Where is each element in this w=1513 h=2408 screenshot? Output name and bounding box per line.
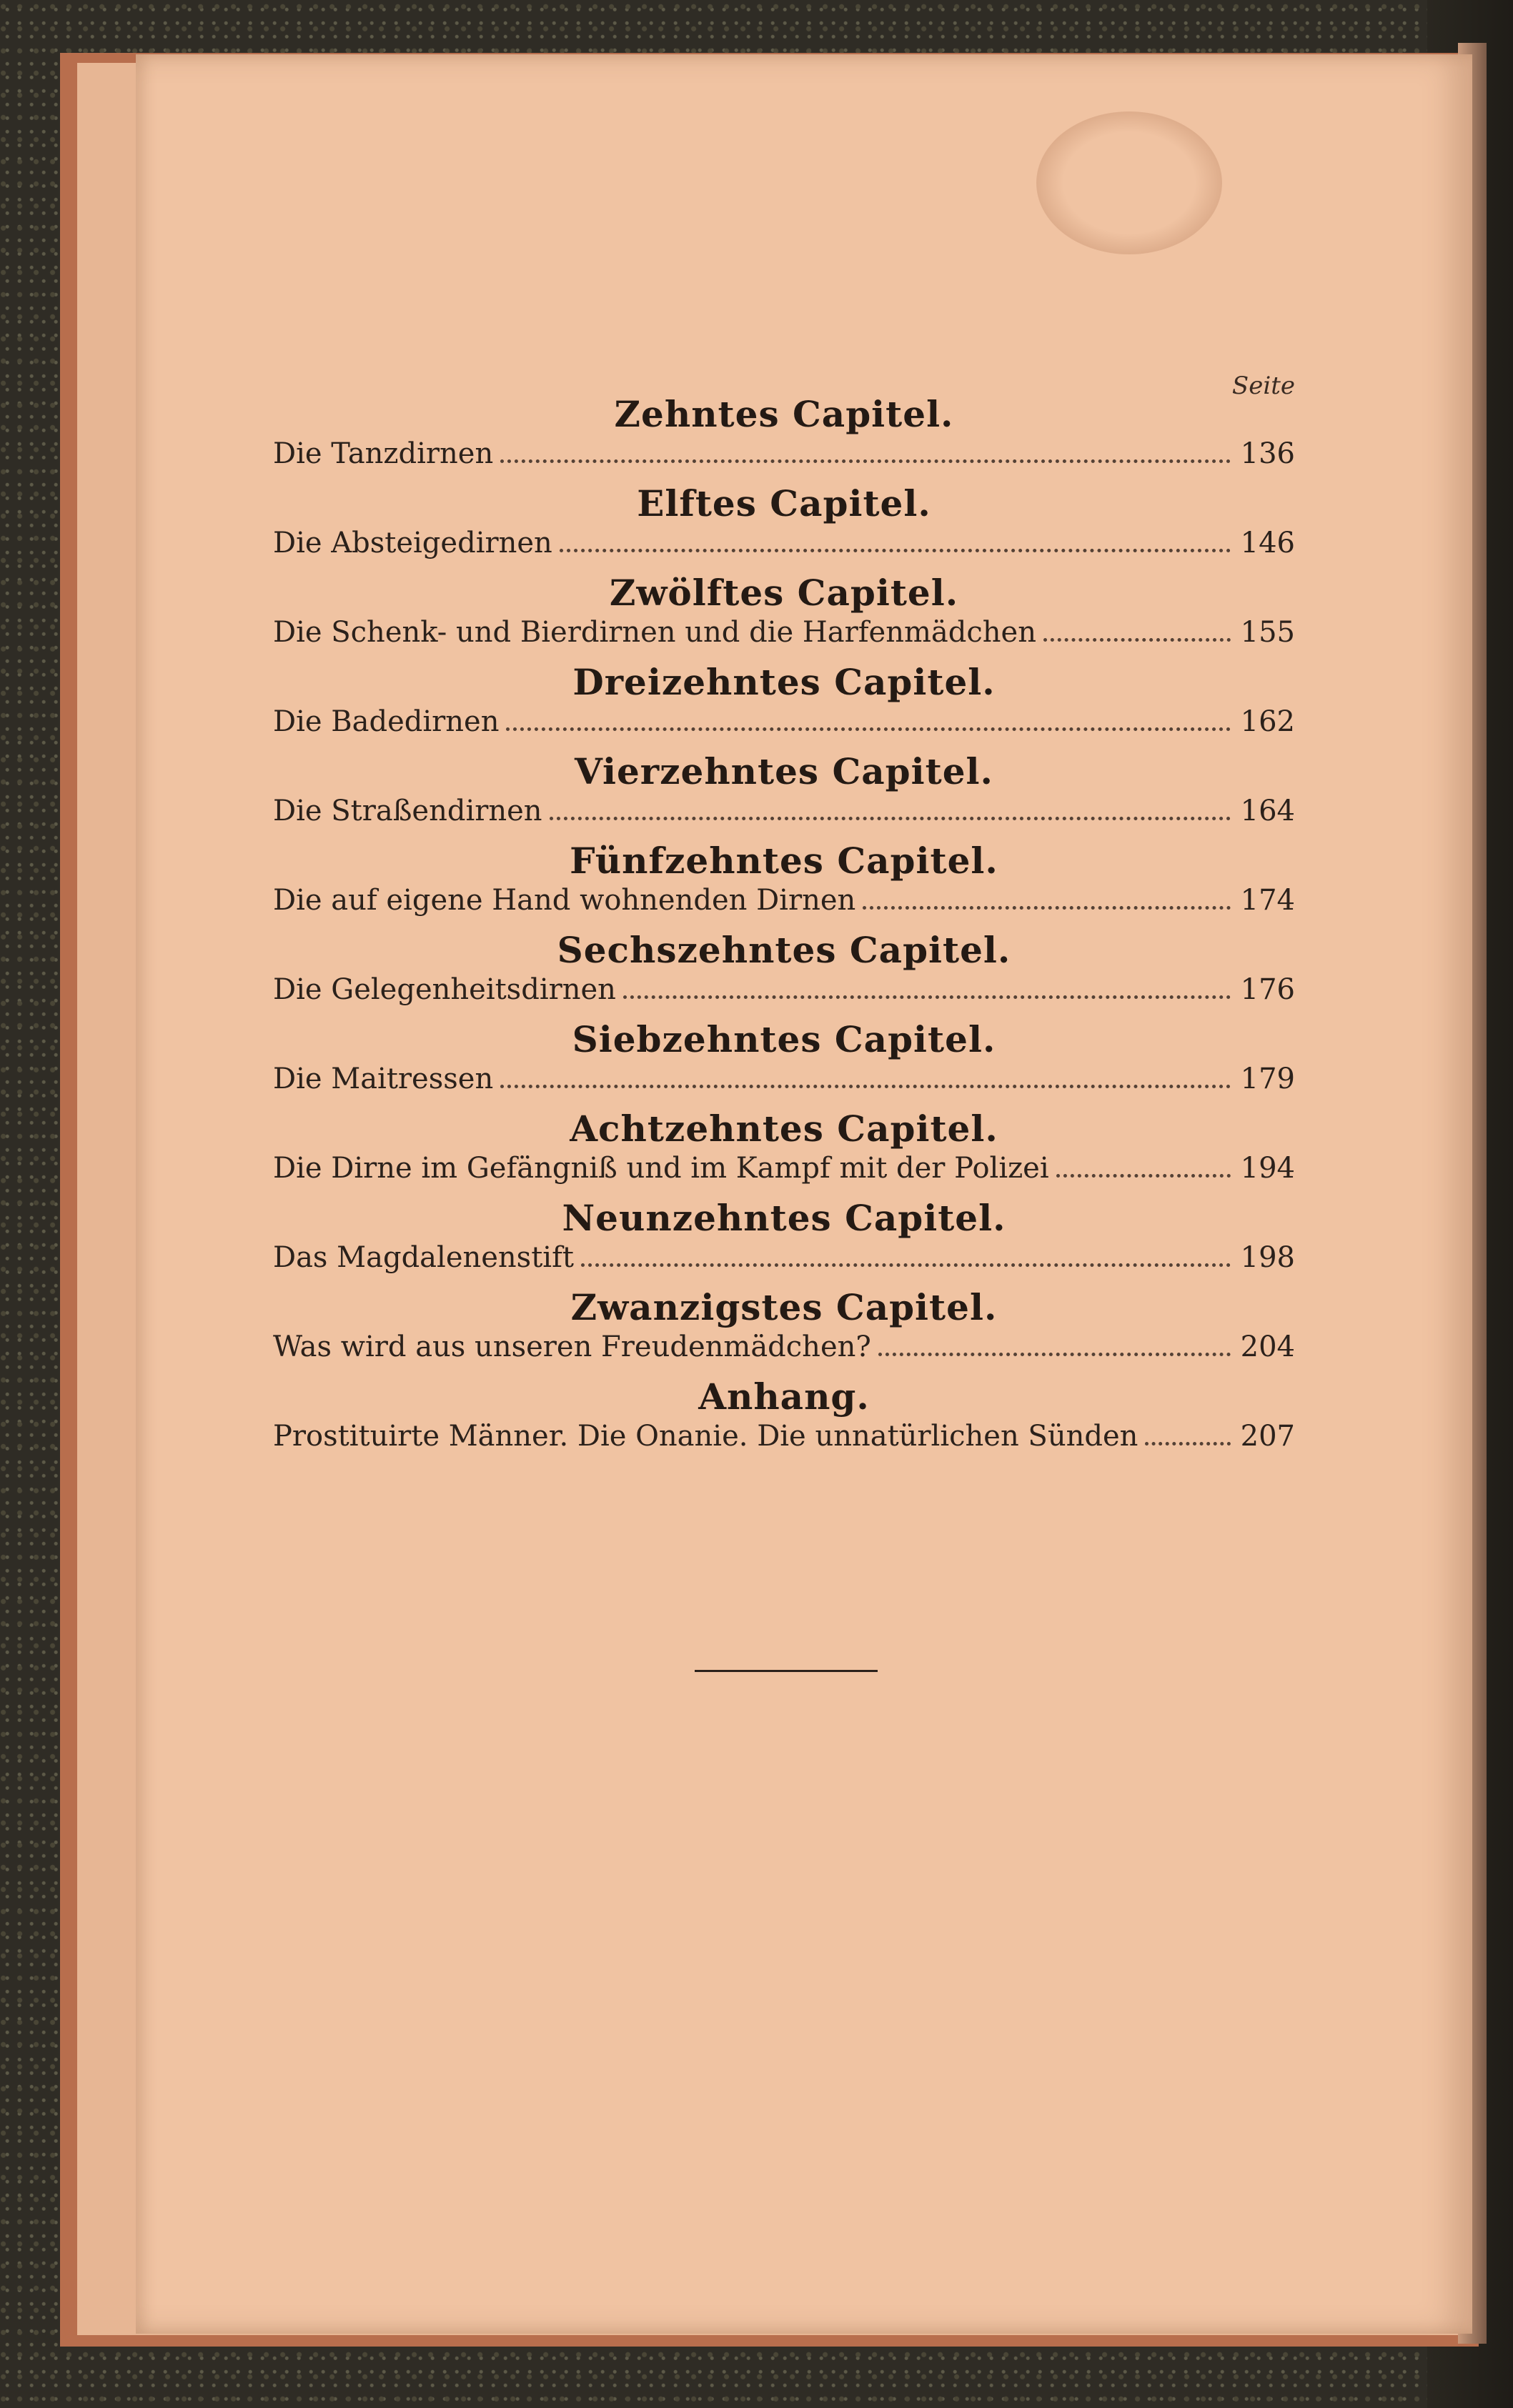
page-number: 174 — [1240, 884, 1295, 917]
chapter-heading: Elftes Capitel. — [637, 482, 931, 524]
chapter-heading: Anhang. — [698, 1375, 870, 1418]
toc-entry[interactable] — [273, 1330, 1295, 1366]
dot-leader — [623, 995, 1231, 999]
dot-leader — [550, 817, 1231, 820]
dot-leader — [1043, 638, 1231, 642]
dot-leader — [1056, 1174, 1231, 1178]
dot-leader — [581, 1263, 1231, 1267]
toc-chapter — [273, 393, 1295, 482]
entry-title: Das Magdalenenstift — [273, 1241, 574, 1274]
chapter-heading: Zehntes Capitel. — [614, 393, 954, 435]
page-number: 155 — [1240, 616, 1295, 649]
chapter-heading: Zwölftes Capitel. — [609, 572, 959, 614]
toc-entry[interactable] — [273, 973, 1295, 1009]
toc-chapter — [273, 1375, 1295, 1465]
dot-leader — [506, 727, 1230, 731]
entry-title: Prostituirte Männer. Die Onanie. Die unnatürlichen Sünden — [273, 1420, 1139, 1453]
page-column-label: Seite — [1231, 372, 1295, 400]
chapter-heading: Vierzehntes Capitel. — [575, 750, 993, 792]
entry-title: Die Dirne im Gefängniß und im Kampf mit der Polizei — [273, 1152, 1049, 1185]
toc-chapter — [273, 750, 1295, 840]
page-number: 204 — [1240, 1330, 1295, 1363]
entry-title: Die Straßendirnen — [273, 795, 542, 827]
page-number: 164 — [1240, 795, 1295, 827]
toc-chapter — [273, 572, 1295, 661]
dot-leader — [500, 1085, 1230, 1088]
dot-leader — [863, 906, 1230, 910]
chapter-heading: Fünfzehntes Capitel. — [570, 840, 998, 882]
chapter-heading: Siebzehntes Capitel. — [572, 1018, 996, 1060]
page-number: 198 — [1240, 1241, 1295, 1274]
entry-title: Die Gelegenheitsdirnen — [273, 973, 616, 1006]
toc-entry[interactable] — [273, 795, 1295, 830]
chapter-heading: Achtzehntes Capitel. — [570, 1108, 998, 1150]
dot-leader — [1145, 1442, 1230, 1446]
page-number: 146 — [1240, 527, 1295, 559]
entry-title: Die Tanzdirnen — [273, 437, 494, 470]
page-number: 207 — [1240, 1420, 1295, 1453]
entry-title: Die Badedirnen — [273, 705, 500, 738]
toc-chapter — [273, 1108, 1295, 1197]
dot-leader — [500, 459, 1230, 463]
chapter-heading: Dreizehntes Capitel. — [572, 661, 996, 703]
toc-chapter — [273, 840, 1295, 929]
toc-entry[interactable] — [273, 1420, 1295, 1456]
toc-entry[interactable] — [273, 705, 1295, 741]
page-number: 176 — [1240, 973, 1295, 1006]
toc-chapter — [273, 661, 1295, 750]
toc-chapter — [273, 482, 1295, 572]
toc-chapter — [273, 1286, 1295, 1375]
entry-title: Die Schenk- und Bierdirnen und die Harfenmädchen — [273, 616, 1036, 649]
toc-entry[interactable] — [273, 884, 1295, 920]
page-number: 136 — [1240, 437, 1295, 470]
entry-title: Die auf eigene Hand wohnenden Dirnen — [273, 884, 856, 917]
water-stain — [1036, 111, 1222, 254]
page-number: 162 — [1240, 705, 1295, 738]
toc-chapter — [273, 929, 1295, 1018]
toc-entry[interactable] — [273, 1241, 1295, 1277]
page-number: 194 — [1240, 1152, 1295, 1185]
toc-entry[interactable] — [273, 616, 1295, 652]
section-divider — [695, 1670, 878, 1672]
chapter-heading: Sechszehntes Capitel. — [557, 929, 1011, 971]
entry-title: Was wird aus unseren Freudenmädchen? — [273, 1330, 871, 1363]
chapter-heading: Neunzehntes Capitel. — [562, 1197, 1006, 1239]
toc-entry[interactable] — [273, 1063, 1295, 1098]
page-number: 179 — [1240, 1063, 1295, 1095]
dot-leader — [878, 1353, 1231, 1356]
chapter-heading: Zwanzigstes Capitel. — [570, 1286, 998, 1328]
toc-chapter — [273, 1018, 1295, 1108]
toc-entry[interactable] — [273, 437, 1295, 473]
toc-entry[interactable] — [273, 1152, 1295, 1188]
entry-title: Die Maitressen — [273, 1063, 494, 1095]
toc-chapter — [273, 1197, 1295, 1286]
toc-entry[interactable] — [273, 527, 1295, 562]
entry-title: Die Absteigedirnen — [273, 527, 552, 559]
dot-leader — [560, 549, 1231, 552]
